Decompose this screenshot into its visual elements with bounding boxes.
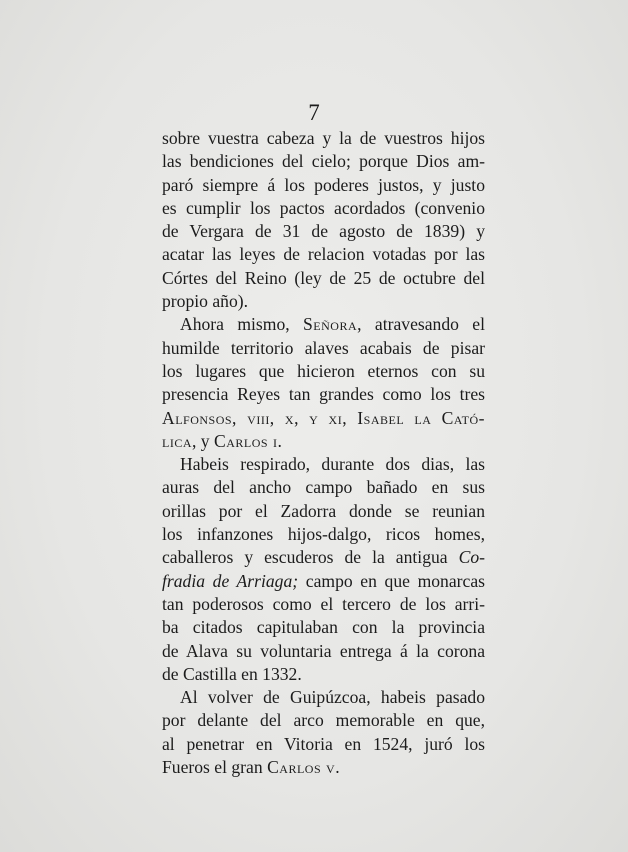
text-segment: Al volver de Guipúzcoa, habeis pasado <box>180 687 485 708</box>
text-line <box>162 383 485 406</box>
text-line <box>162 686 485 709</box>
text-segment: de Alava su voluntaria entrega á la corona <box>162 640 485 661</box>
text-line <box>162 150 485 173</box>
text-segment: ba citados capitulaban con la provincia <box>162 617 485 638</box>
text-segment: fradia de Arriaga; <box>162 570 299 591</box>
text-segment: acatar las leyes de relacion votadas por las <box>162 244 485 265</box>
text-segment: Señora <box>303 314 358 335</box>
text-line <box>162 127 485 150</box>
text-segment: Fueros el gran <box>162 757 268 778</box>
text-segment: sobre vuestra cabeza y la de vuestros hijos <box>162 128 485 148</box>
text-segment: los lugares que hicieron eternos con su <box>162 360 485 381</box>
text-line <box>162 546 485 569</box>
text-segment: Co- <box>458 547 485 568</box>
text-segment: los infanzones hijos-dalgo, ricos homes, <box>162 524 485 545</box>
text-segment: tan poderosos como el tercero de los arri- <box>162 593 485 614</box>
text-segment: . <box>335 757 340 778</box>
text-segment: caballeros y escuderos de la antigua <box>162 547 459 568</box>
text-segment: humilde territorio alaves acabais de pisar <box>162 337 485 358</box>
text-line <box>162 174 485 197</box>
text-segment: Carlos i <box>214 430 278 451</box>
text-segment: de Castilla en 1332. <box>162 663 302 684</box>
text-line <box>162 243 485 266</box>
text-line <box>162 290 485 313</box>
text-line <box>162 756 485 779</box>
text-line <box>162 593 485 616</box>
text-segment: Alfonsos, viii, x, y xi, Isabel la Cató- <box>162 407 485 428</box>
text-line <box>162 220 485 243</box>
text-line <box>162 267 485 290</box>
text-line <box>162 430 485 453</box>
text-line <box>162 500 485 523</box>
text-segment: lica <box>162 430 192 451</box>
text-line <box>162 453 485 476</box>
text-segment: por delante del arco memorable en que, <box>162 710 485 731</box>
text-line <box>162 733 485 756</box>
text-segment: es cumplir los pactos acordados (convenio <box>162 197 485 218</box>
text-line <box>162 337 485 360</box>
text-segment: presencia Reyes tan grandes como los tres <box>162 384 485 405</box>
text-segment: al penetrar en Vitoria en 1524, juró los <box>162 733 485 754</box>
text-segment: auras del ancho campo bañado en sus <box>162 477 485 498</box>
text-line <box>162 523 485 546</box>
text-segment: las bendiciones del cielo; porque Dios am- <box>162 151 485 172</box>
text-line <box>162 407 485 430</box>
text-line <box>162 476 485 499</box>
text-segment: propio año). <box>162 291 248 312</box>
text-segment: orillas por el Zadorra donde se reunian <box>162 500 485 521</box>
page-number: 7 <box>308 100 320 125</box>
text-segment: paró siempre á los poderes justos, y justo <box>162 174 485 195</box>
text-segment: Córtes del Reino (ley de 25 de octubre del <box>162 267 485 288</box>
text-line <box>162 197 485 220</box>
text-line <box>162 360 485 383</box>
text-segment: , y <box>192 430 214 451</box>
text-segment: , atravesando el <box>357 314 485 335</box>
text-segment: de Vergara de 31 de agosto de 1839) y <box>162 221 485 242</box>
text-segment: campo en que monarcas <box>298 570 485 591</box>
text-line <box>162 663 485 686</box>
text-segment: . <box>277 430 282 451</box>
text-line <box>162 709 485 732</box>
text-segment: Habeis respirado, durante dos dias, las <box>180 454 485 475</box>
text-segment: Carlos v <box>267 757 336 778</box>
body-text <box>162 127 485 779</box>
text-line <box>162 313 485 336</box>
text-line <box>162 640 485 663</box>
text-segment: Ahora mismo, <box>180 314 304 335</box>
text-line <box>162 570 485 593</box>
text-line <box>162 616 485 639</box>
